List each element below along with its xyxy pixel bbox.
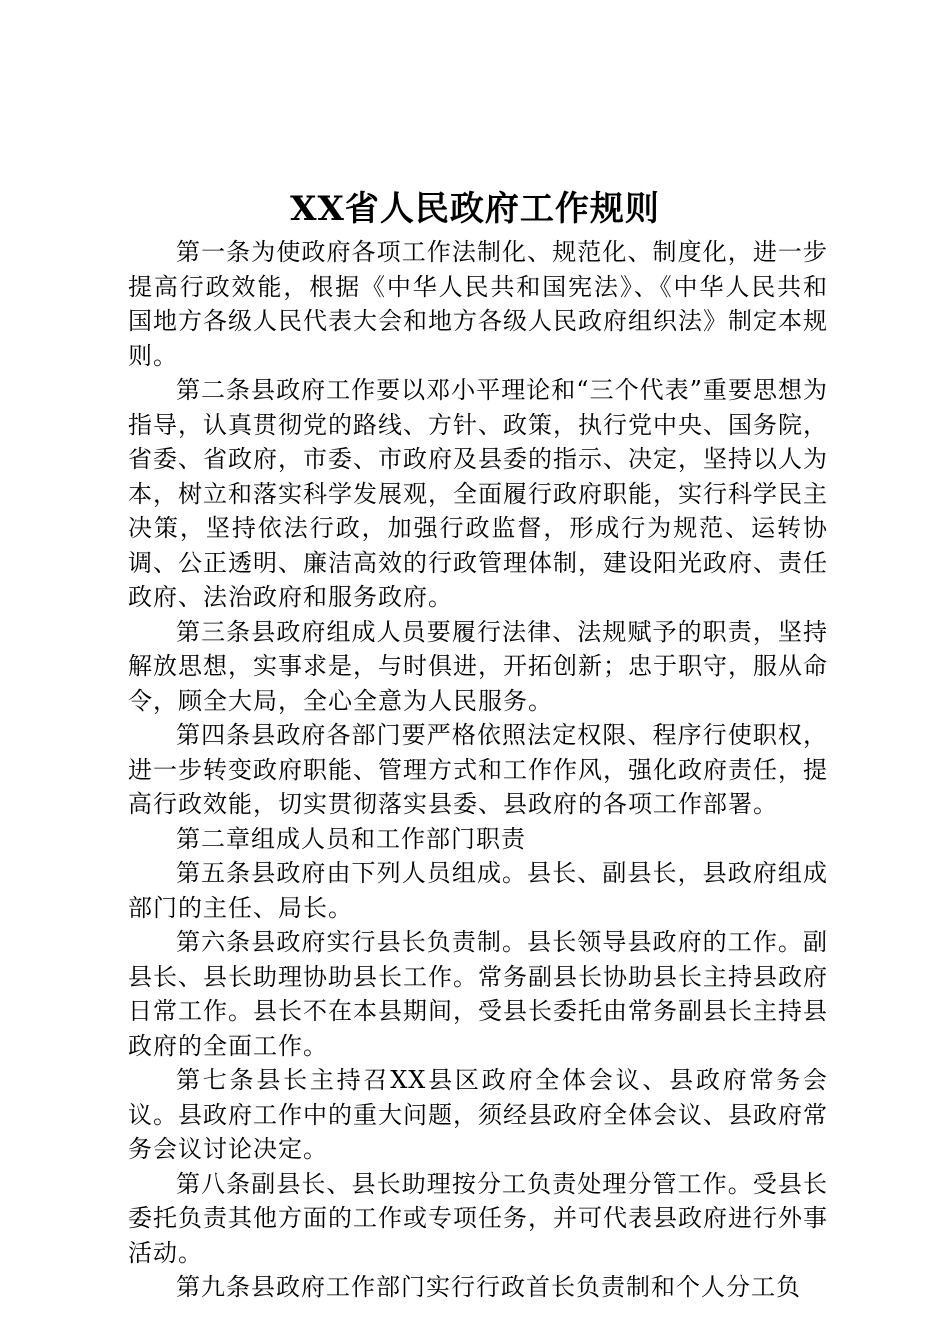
paragraph-article-8: 第八条副县长、县长助理按分工负责处理分管工作。受县长委托负责其他方面的工作或专项任务，并可代表县政府进行外事活动。 <box>128 1169 828 1267</box>
paragraph-article-7: 第七条县长主持召XX县区政府全体会议、县政府常务会议。县政府工作中的重大问题，须经县政府全体会议、县政府常务会议讨论决定。 <box>128 1066 828 1163</box>
document-title: XX省人民政府工作规则 <box>290 189 660 229</box>
paragraph-article-4: 第四条县政府各部门要严格依照法定权限、程序行使职权，进一步转变政府职能、管理方式和工作作风，强化政府责任，提高行政效能，切实贯彻落实县委、县政府的各项工作部署。 <box>128 721 828 818</box>
paragraph-article-6: 第六条县政府实行县长负责制。县长领导县政府的工作。副县长、县长助理协助县长工作。常务副县长协助县长主持县政府日常工作。县长不在本县期间，受县长委托由常务副县长主持县政府的全面工作。 <box>128 928 828 1060</box>
paragraph-article-5: 第五条县政府由下列人员组成。县长、副县长，县政府组成部门的主任、局长。 <box>128 859 828 922</box>
chapter-heading: 第二章组成人员和工作部门职责 <box>176 824 526 853</box>
document-body <box>128 235 828 1305</box>
paragraph-article-1: 第一条为使政府各项工作法制化、规范化、制度化，进一步提高行政效能，根据《中华人民共和国宪法》、《中华人民共和国地方各级人民代表大会和地方各级人民政府组织法》制定本规则。 <box>128 238 828 370</box>
paragraph-article-3: 第三条县政府组成人员要履行法律、法规赋予的职责，坚持解放思想，实事求是，与时俱进，开拓创新；忠于职守，服从命令，顾全大局，全心全意为人民服务。 <box>128 617 828 715</box>
paragraph-article-2: 第二条县政府工作要以邓小平理论和“三个代表”重要思想为指导，认真贯彻党的路线、方针、政策，执行党中央、国务院，省委、省政府，市委、市政府及县委的指示、决定，坚持以人为本，树立和落实科学发展观，全面履行政府职能，实行科学民主决策，坚持依法行政，加强行政监督，形成行为规范、运转协调、公正透明、廉洁高效的行政管理体制，建设阳光政府、责任政府、法治政府和服务政府。 <box>128 376 828 611</box>
paragraph-article-9: 第九条县政府工作部门实行行政首长负责制和个人分工负 <box>176 1273 801 1301</box>
